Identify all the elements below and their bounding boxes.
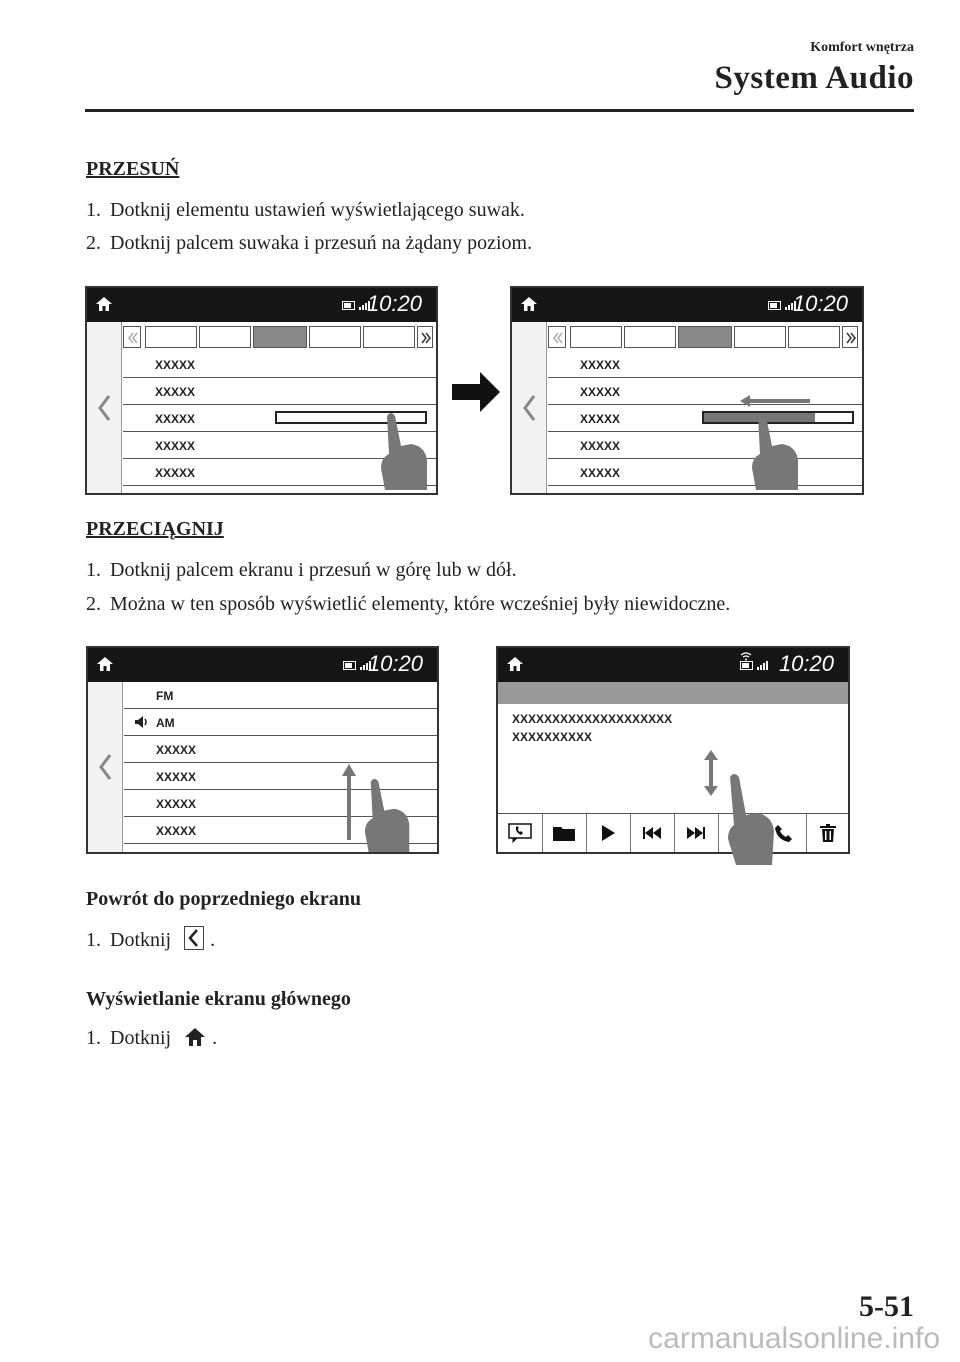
wifi-icon bbox=[740, 651, 752, 661]
swipe-up-arrow-icon bbox=[342, 764, 356, 840]
clock: 10:20 bbox=[792, 291, 848, 316]
scroll-updown-arrow-icon bbox=[704, 750, 718, 796]
slide-heading: PRZESUŃ bbox=[86, 158, 180, 180]
home-heading: Wyświetlanie ekranu głównego bbox=[86, 988, 351, 1010]
home-step bbox=[86, 1027, 217, 1050]
status-bar bbox=[498, 648, 848, 682]
step-number: 1. bbox=[86, 1027, 101, 1049]
step-end: . bbox=[212, 1027, 218, 1049]
double-chevron-right-icon bbox=[845, 332, 857, 344]
play-icon bbox=[601, 825, 615, 841]
clock: 10:20 bbox=[778, 651, 834, 676]
list-item[interactable]: XXXXX bbox=[548, 378, 862, 405]
header-divider bbox=[85, 109, 914, 112]
list-item[interactable]: XXXXX bbox=[123, 405, 436, 432]
tab-strip bbox=[548, 326, 862, 350]
drag-list-screen bbox=[86, 646, 439, 854]
chapter-title: System Audio bbox=[714, 60, 914, 96]
battery-icon bbox=[342, 301, 356, 310]
skip-back-icon bbox=[643, 827, 661, 839]
hand-pointer-icon bbox=[724, 773, 784, 868]
message-line-1: XXXXXXXXXXXXXXXXXXXX bbox=[512, 712, 673, 726]
play-button[interactable] bbox=[586, 814, 631, 852]
page-number: 5-51 bbox=[859, 1290, 914, 1323]
list-item[interactable]: XXXXX bbox=[124, 763, 437, 790]
list-item[interactable]: XXXXX bbox=[124, 790, 437, 817]
tab[interactable] bbox=[570, 326, 622, 348]
list-item[interactable]: XXXXX bbox=[124, 736, 437, 763]
list-item[interactable]: FM bbox=[124, 682, 437, 709]
back-chevron-icon bbox=[522, 394, 536, 422]
arrow-right-icon bbox=[452, 372, 500, 412]
tab[interactable] bbox=[624, 326, 676, 348]
step-text: Dotknij bbox=[110, 1027, 172, 1049]
message-header-bar bbox=[498, 682, 848, 704]
signal-icon bbox=[757, 661, 770, 670]
step-number: 1. bbox=[86, 559, 101, 581]
list-item[interactable]: XXXXX bbox=[123, 432, 436, 459]
step-text: Dotknij elementu ustawień wyświetlającego suwak. bbox=[110, 199, 525, 221]
list-item[interactable]: XXXXX bbox=[548, 432, 862, 459]
back-button[interactable] bbox=[512, 322, 547, 493]
watermark: carmanualsonline.info bbox=[648, 1322, 940, 1355]
folder-button[interactable] bbox=[542, 814, 587, 852]
slide-screen-after bbox=[510, 286, 864, 495]
tab[interactable] bbox=[788, 326, 840, 348]
back-chevron-icon bbox=[184, 926, 204, 950]
slide-screen-before bbox=[85, 286, 438, 495]
list-item[interactable]: AM bbox=[124, 709, 437, 736]
tab[interactable] bbox=[734, 326, 786, 348]
back-heading: Powrót do poprzedniego ekranu bbox=[86, 888, 361, 910]
battery-icon bbox=[343, 661, 357, 670]
double-chevron-left-icon bbox=[127, 332, 139, 344]
control-bar bbox=[498, 813, 848, 852]
trash-icon bbox=[820, 824, 836, 842]
tab-scroll-left[interactable] bbox=[123, 326, 141, 348]
chapter-subtitle: Komfort wnętrza bbox=[810, 40, 914, 55]
drag-heading: PRZECIĄGNIJ bbox=[86, 518, 224, 540]
back-chevron-icon bbox=[97, 394, 111, 422]
double-chevron-right-icon bbox=[420, 332, 432, 344]
home-icon[interactable] bbox=[506, 656, 524, 672]
drag-step-2 bbox=[86, 593, 730, 616]
back-button[interactable] bbox=[88, 682, 123, 852]
battery-icon bbox=[740, 661, 754, 670]
status-bar bbox=[512, 288, 862, 322]
back-button[interactable] bbox=[87, 322, 122, 493]
tab[interactable] bbox=[199, 326, 251, 348]
hand-pointer-icon bbox=[377, 408, 437, 493]
list-item[interactable]: XXXXX bbox=[123, 351, 436, 378]
status-bar bbox=[87, 288, 436, 322]
tab-scroll-left[interactable] bbox=[548, 326, 566, 348]
tab-selected[interactable] bbox=[678, 326, 732, 348]
battery-icon bbox=[768, 301, 782, 310]
step-number: 1. bbox=[86, 929, 101, 951]
clock: 10:20 bbox=[366, 291, 422, 316]
slide-step-2 bbox=[86, 232, 532, 255]
step-text: Dotknij palcem ekranu i przesuń w górę lub w dół. bbox=[110, 559, 517, 581]
skip-back-button[interactable] bbox=[630, 814, 675, 852]
tab-strip bbox=[123, 326, 436, 350]
tab-scroll-right[interactable] bbox=[417, 326, 433, 348]
clock: 10:20 bbox=[367, 651, 423, 676]
delete-button[interactable] bbox=[806, 814, 850, 852]
step-text: Dotknij bbox=[110, 929, 172, 951]
list-item[interactable]: XXXXX bbox=[548, 405, 862, 432]
hand-pointer-icon bbox=[360, 774, 420, 854]
status-bar bbox=[88, 648, 437, 682]
double-chevron-left-icon bbox=[552, 332, 564, 344]
phone-message-button[interactable] bbox=[498, 814, 543, 852]
list-item[interactable]: XXXXX bbox=[123, 378, 436, 405]
swipe-left-arrow-icon bbox=[740, 395, 810, 407]
home-icon[interactable] bbox=[96, 656, 114, 672]
message-line-2: XXXXXXXXXX bbox=[512, 730, 593, 744]
hand-pointer-icon bbox=[748, 408, 808, 493]
drag-step-1 bbox=[86, 559, 517, 582]
back-chevron-icon bbox=[98, 753, 112, 781]
list-item[interactable]: XXXXX bbox=[548, 351, 862, 378]
step-text: Dotknij palcem suwaka i przesuń na żądany poziom. bbox=[110, 232, 533, 254]
step-number: 2. bbox=[86, 593, 101, 615]
back-step bbox=[86, 926, 215, 952]
skip-forward-icon bbox=[687, 827, 705, 839]
step-number: 2. bbox=[86, 232, 101, 254]
list-item[interactable]: XXXXX bbox=[124, 817, 437, 844]
tab-selected[interactable] bbox=[253, 326, 307, 348]
folder-icon bbox=[553, 825, 575, 841]
step-end: . bbox=[210, 929, 216, 951]
home-icon bbox=[184, 1027, 206, 1047]
tab-scroll-right[interactable] bbox=[842, 326, 858, 348]
skip-forward-button[interactable] bbox=[674, 814, 719, 852]
tab[interactable] bbox=[145, 326, 197, 348]
speaker-icon bbox=[134, 715, 150, 729]
phone-message-icon bbox=[508, 823, 532, 843]
slide-step-1 bbox=[86, 199, 525, 222]
tab[interactable] bbox=[309, 326, 361, 348]
list-item[interactable]: XXXXX bbox=[123, 459, 436, 486]
step-text: Można w ten sposób wyświetlić elementy, które wcześniej były niewidoczne. bbox=[110, 593, 731, 615]
home-icon[interactable] bbox=[95, 296, 113, 312]
step-number: 1. bbox=[86, 199, 101, 221]
tab[interactable] bbox=[363, 326, 415, 348]
list-item[interactable]: XXXXX bbox=[548, 459, 862, 486]
home-icon[interactable] bbox=[520, 296, 538, 312]
drag-message-screen bbox=[496, 646, 850, 854]
